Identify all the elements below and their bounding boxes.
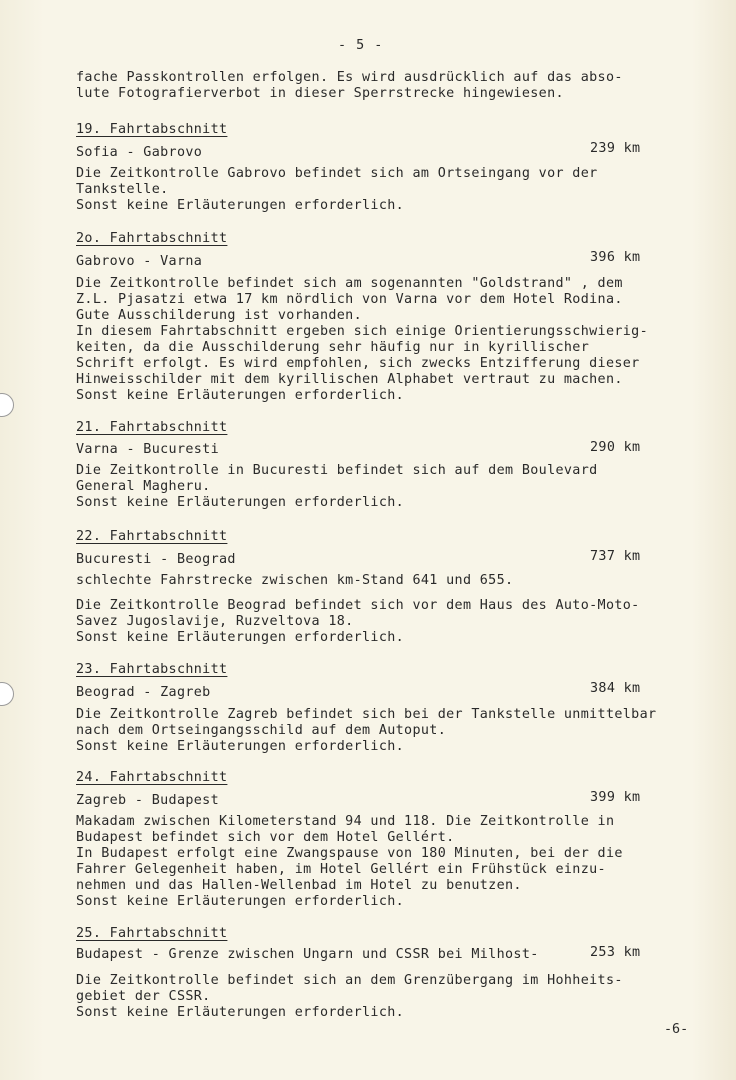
paragraph-line: Gute Ausschilderung ist vorhanden. (76, 308, 363, 323)
page-number: - 5 - (338, 38, 384, 53)
section-distance: 399 km (590, 790, 641, 805)
paragraph-line: Z.L. Pjasatzi etwa 17 km nördlich von Varna vor dem Hotel Rodina. (76, 292, 623, 307)
section-distance: 253 km (590, 945, 641, 960)
paragraph-line: gebiet der CSSR. (76, 989, 211, 1004)
next-page-marker: -6- (664, 1022, 689, 1037)
paragraph-line: Die Zeitkontrolle befindet sich an dem Grenzübergang im Hohheits- (76, 973, 623, 988)
section-distance: 384 km (590, 681, 641, 696)
section-heading: 19. Fahrtabschnitt (76, 122, 228, 137)
paragraph-line: Die Zeitkontrolle Beograd befindet sich vor dem Haus des Auto-Moto- (76, 598, 640, 613)
section-heading: 24. Fahrtabschnitt (76, 770, 228, 785)
section-distance: 239 km (590, 141, 641, 156)
section-route: Zagreb - Budapest (76, 793, 220, 808)
section-heading: 22. Fahrtabschnitt (76, 529, 228, 544)
paragraph-line: Budapest befindet sich vor dem Hotel Gellért. (76, 830, 455, 845)
paragraph-line: Tankstelle. (76, 182, 169, 197)
section-distance: 737 km (590, 549, 641, 564)
paragraph-line: Sonst keine Erläuterungen erforderlich. (76, 739, 405, 754)
paragraph-line: Fahrer Gelegenheit haben, im Hotel Gellért ein Frühstück einzu- (76, 862, 606, 877)
paragraph-line: Die Zeitkontrolle Zagreb befindet sich bei der Tankstelle unmittelbar (76, 707, 657, 722)
section-route: Sofia - Gabrovo (76, 145, 203, 160)
paragraph-line: In Budapest erfolgt eine Zwangspause von 180 Minuten, bei der die (76, 846, 623, 861)
section-route: Varna - Bucuresti (76, 442, 220, 457)
section-heading: 23. Fahrtabschnitt (76, 662, 228, 677)
section-distance: 290 km (590, 440, 641, 455)
paragraph-line: Hinweisschilder mit dem kyrillischen Alphabet vertraut zu machen. (76, 372, 623, 387)
paragraph-line: lute Fotografierverbot in dieser Sperrstrecke hingewiesen. (76, 86, 564, 101)
paragraph-line: Savez Jugoslavije, Ruzveltova 18. (76, 614, 354, 629)
section-heading: 2o. Fahrtabschnitt (76, 231, 228, 246)
paragraph-line: Die Zeitkontrolle befindet sich am sogenannten "Goldstrand" , dem (76, 276, 623, 291)
section-route: Budapest - Grenze zwischen Ungarn und CSSR bei Milhost- (76, 947, 539, 962)
paragraph-line: Sonst keine Erläuterungen erforderlich. (76, 1005, 405, 1020)
paragraph-line: Sonst keine Erläuterungen erforderlich. (76, 495, 405, 510)
paragraph-line: In diesem Fahrtabschnitt ergeben sich einige Orientierungsschwierig- (76, 324, 649, 339)
paragraph-line: Die Zeitkontrolle in Bucuresti befindet sich auf dem Boulevard (76, 463, 598, 478)
section-route: Beograd - Zagreb (76, 685, 211, 700)
paragraph-line: Sonst keine Erläuterungen erforderlich. (76, 198, 405, 213)
paragraph-line: fache Passkontrollen erfolgen. Es wird ausdrücklich auf das abso- (76, 70, 623, 85)
paragraph-line: Schrift erfolgt. Es wird empfohlen, sich zwecks Entzifferung dieser (76, 356, 640, 371)
paragraph-line: Makadam zwischen Kilometerstand 94 und 118. Die Zeitkontrolle in (76, 814, 615, 829)
section-heading: 25. Fahrtabschnitt (76, 926, 228, 941)
paragraph-line: Die Zeitkontrolle Gabrovo befindet sich am Ortseingang vor der (76, 166, 598, 181)
section-heading: 21. Fahrtabschnitt (76, 420, 228, 435)
paragraph-line: Sonst keine Erläuterungen erforderlich. (76, 388, 405, 403)
paragraph-line: Sonst keine Erläuterungen erforderlich. (76, 630, 405, 645)
paragraph-line: schlechte Fahrstrecke zwischen km-Stand 641 und 655. (76, 573, 514, 588)
paragraph-line: nehmen und das Hallen-Wellenbad im Hotel zu benutzen. (76, 878, 522, 893)
section-distance: 396 km (590, 250, 641, 265)
paragraph-line: Sonst keine Erläuterungen erforderlich. (76, 894, 405, 909)
paragraph-line: keiten, da die Ausschilderung sehr häufig nur in kyrillischer (76, 340, 590, 355)
paragraph-line: nach dem Ortseingangsschild auf dem Autoput. (76, 723, 447, 738)
paragraph-line: General Magheru. (76, 479, 211, 494)
section-route: Gabrovo - Varna (76, 254, 203, 269)
section-route: Bucuresti - Beograd (76, 552, 236, 567)
